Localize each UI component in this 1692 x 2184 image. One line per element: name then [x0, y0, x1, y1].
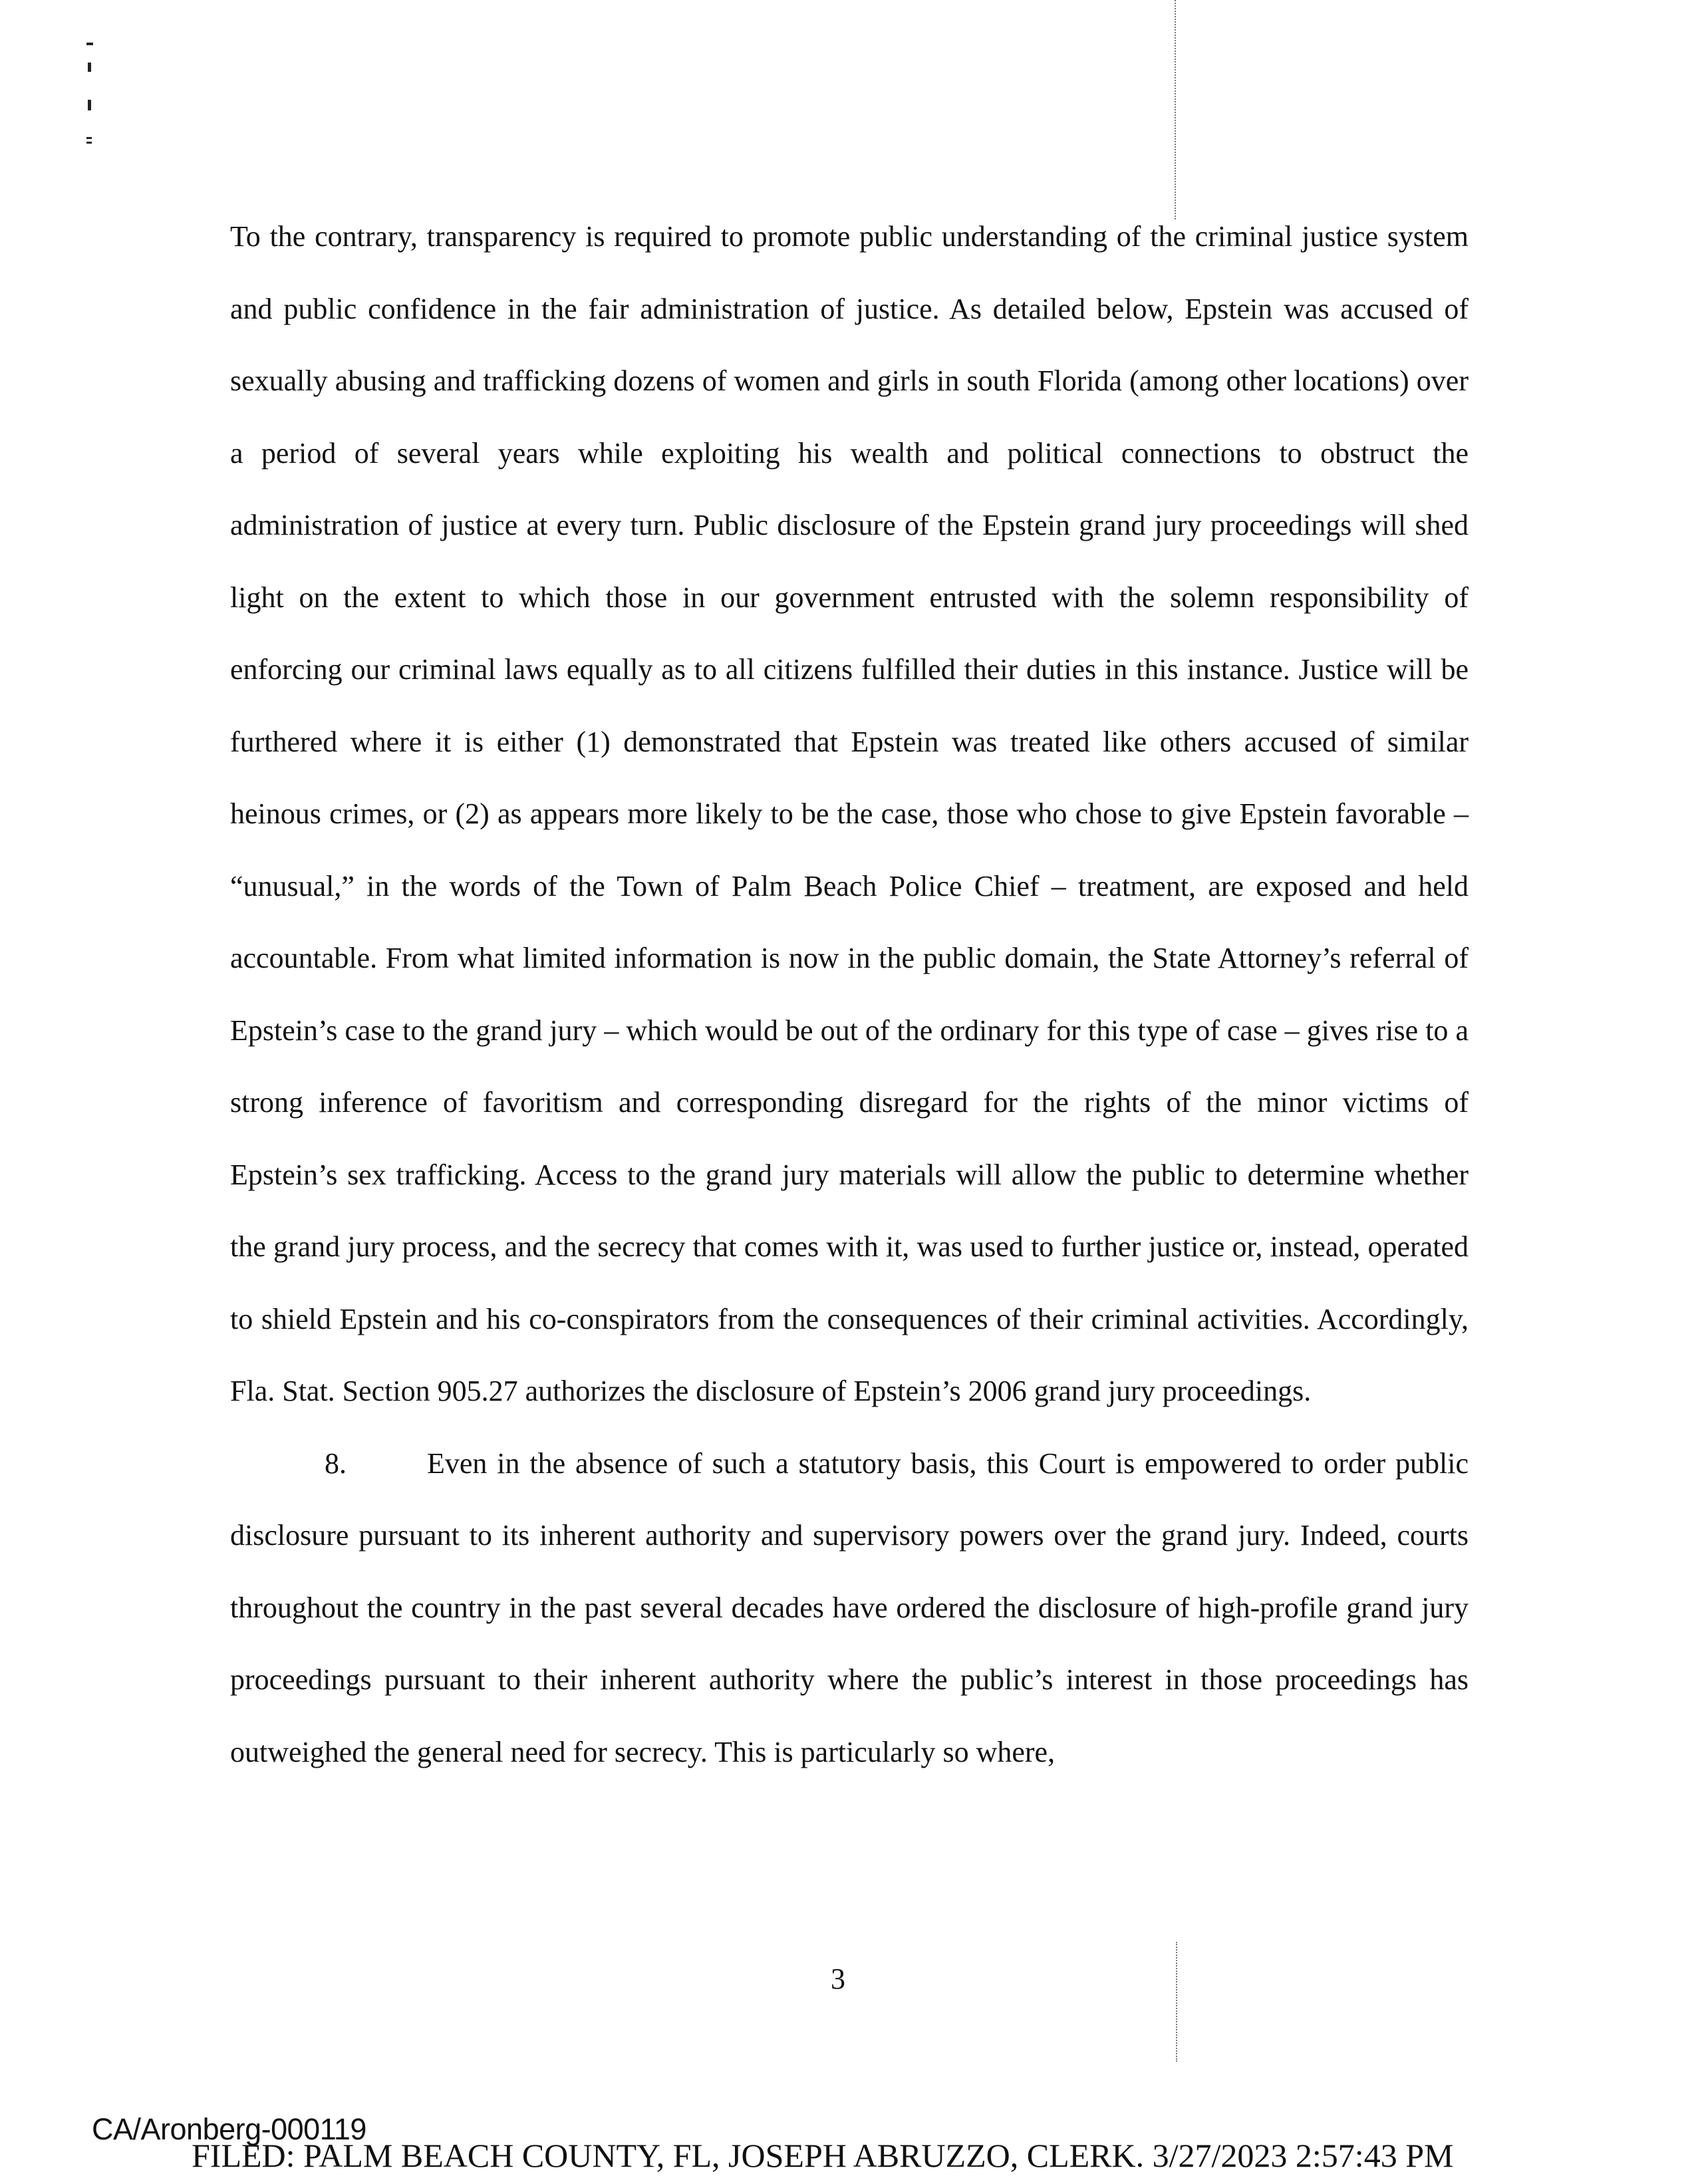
- margin-mark-2: [88, 63, 91, 72]
- margin-mark-3: [88, 100, 91, 110]
- margin-mark-5: [86, 142, 92, 144]
- margin-mark-1: [86, 43, 93, 45]
- bates-number: CA/Aronberg-000119: [92, 2112, 366, 2146]
- paragraph-8-text: Even in the absence of such a statutory basis, this Court is empowered to order public disclosure pursuant to its inherent authority and supervisory powers over the grand jury. Indeed, courts throughout the country in the past several decades have ordered the disclosure of high-profile grand jury proceedings pursuant to their inherent authority where the public’s interest in those proceedings has outweighed the general need for secrecy. This is particularly so where,: [230, 1446, 1469, 1768]
- filed-stamp: FILED: PALM BEACH COUNTY, FL, JOSEPH ABRUZZO, CLERK. 3/27/2023 2:57:43 PM: [192, 2137, 1454, 2174]
- paragraph-continuation: To the contrary, transparency is required to promote public understanding of the criminal justice system and public confidence in the fair administration of justice. As detailed below, Epstein was accused of sexually abusing and trafficking dozens of women and girls in south Florida (among other locations) over a period of several years while exploiting his wealth and political connections to obstruct the administration of justice at every turn. Public disclosure of the Epstein grand jury proceedings will shed light on the extent to which those in our government entrusted with the solemn responsibility of enforcing our criminal laws equally as to all citizens fulfilled their duties in this instance. Justice will be furthered where it is either (1) demonstrated that Epstein was treated like others accused of similar heinous crimes, or (2) as appears more likely to be the case, those who chose to give Epstein favorable – “unusual,” in the words of the Town of Palm Beach Police Chief – treatment, are exposed and held accountable. From what limited information is now in the public domain, the State Attorney’s referral of Epstein’s case to the grand jury – which would be out of the ordinary for this type of case – gives rise to a strong inference of favoritism and corresponding disregard for the rights of the minor victims of Epstein’s sex trafficking. Access to the grand jury materials will allow the public to determine whether the grand jury process, and the secrecy that comes with it, was used to further justice or, instead, operated to shield Epstein and his co-conspirators from the consequences of their criminal activities. Accordingly, Fla. Stat. Section 905.27 authorizes the disclosure of Epstein’s 2006 grand jury proceedings.: [230, 220, 1469, 1407]
- paragraph-number: 8.: [325, 1446, 347, 1480]
- margin-mark-4: [86, 137, 92, 139]
- scan-rule-bottom: [1176, 1942, 1179, 2062]
- paragraph-8: [230, 1428, 1469, 1789]
- scan-rule-top: [1175, 0, 1177, 219]
- document-body: [230, 201, 1469, 1788]
- page-number: 3: [831, 1963, 845, 1995]
